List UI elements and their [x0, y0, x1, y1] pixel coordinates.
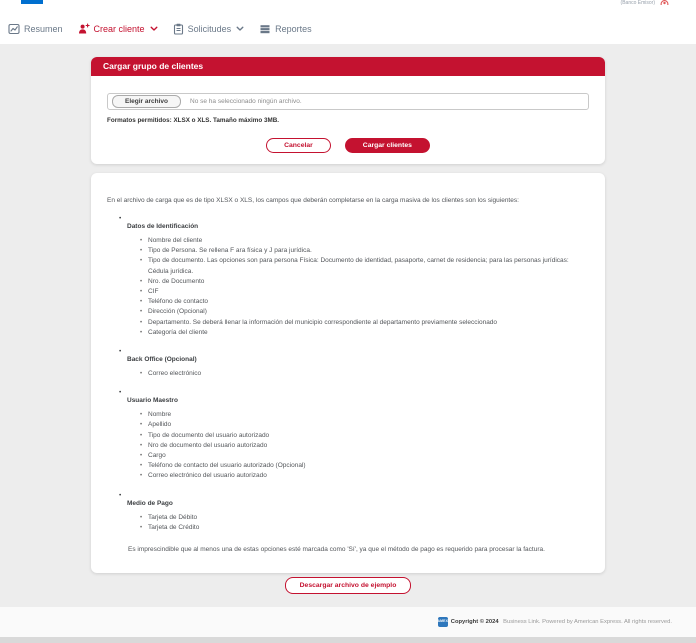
nav-item-solicitudes[interactable] [173, 23, 245, 35]
nav-label: Reportes [275, 24, 312, 34]
cancel-button[interactable]: Cancelar [266, 138, 331, 153]
line-chart-icon [8, 23, 20, 35]
field-list-item: • Teléfono de contacto del usuario autorizado (Opcional) [140, 461, 589, 471]
field-section [119, 215, 589, 338]
nav-label: Solicitudes [187, 24, 232, 34]
upload-clients-button[interactable]: Cargar clientes [345, 138, 430, 153]
nav-label: Crear cliente [93, 24, 145, 34]
section-title: Usuario Maestro [127, 397, 178, 405]
field-list-item: • Nro de documento del usuario autorizado [140, 441, 589, 451]
main-nav [0, 14, 696, 44]
section-title: Medio de Pago [127, 499, 173, 507]
clipboard-icon [173, 23, 184, 35]
user-plus-icon [78, 23, 90, 35]
field-list-item: • Nombre del cliente [140, 236, 589, 246]
chevron-down-icon [150, 26, 158, 32]
download-sample-button[interactable]: Descargar archivo de ejemplo [285, 577, 412, 594]
file-input[interactable] [107, 93, 589, 110]
field-list-item: • Tipo de documento. Las opciones son para persona Física: Documento de identidad, pasaporte, carnet de residencia; para las personas jurídicas: Cédula jurídica. [140, 256, 589, 276]
user-menu-icon[interactable] [660, 0, 669, 5]
copyright-detail: Business Link. Powered by American Express. All rights reserved. [501, 619, 672, 625]
field-list-item: • Dirección (Opcional) [140, 307, 589, 317]
section-title: Datos de Identificación [127, 223, 199, 230]
field-list-item: • Apellido [140, 420, 589, 430]
top-header [0, 0, 696, 14]
issuer-label: (Banco Emisor) [620, 0, 655, 6]
amex-logo[interactable] [21, 0, 43, 4]
amex-footer-logo: AMEX [438, 617, 448, 627]
payment-note: Es imprescindible que al menos una de estas opciones esté marcada como 'Sí', ya que el método de pago es requerido para procesar la factura. [128, 546, 545, 554]
field-list-item: • Tarjeta de Débito [140, 513, 589, 523]
field-list-item: • Tipo de Persona. Se rellena F ara física y J para jurídica. [140, 246, 589, 256]
field-list-item: • Tipo de documento del usuario autorizado [140, 431, 589, 441]
field-list-item: • Cargo [140, 451, 589, 461]
nav-label: Resumen [24, 24, 63, 34]
upload-card-title: Cargar grupo de clientes [91, 57, 605, 76]
upload-card [91, 57, 605, 164]
formats-hint: Formatos permitidos: XLSX o XLS. Tamaño máximo 3MB. [107, 117, 280, 124]
bottom-bar [0, 637, 696, 643]
nav-item-crear-cliente[interactable] [78, 23, 158, 35]
field-list-item: • Correo electrónico del usuario autorizado [140, 471, 589, 481]
field-section [119, 348, 589, 379]
section-title: Back Office (Opcional) [127, 356, 197, 364]
field-section [119, 389, 589, 481]
field-list-item: • CIF [140, 287, 589, 297]
field-sections-list [107, 215, 589, 533]
copyright-text: Copyright © 2024 [450, 619, 499, 625]
field-list-item: • Tarjeta de Crédito [140, 523, 589, 533]
table-icon [259, 23, 271, 35]
chevron-down-icon [236, 26, 244, 32]
field-list-item: • Nro. de Documento [140, 277, 589, 287]
field-list-item: • Categoría del cliente [140, 328, 589, 338]
instructions-intro: En el archivo de carga que es de tipo XLSX o XLS, los campos que deberán completarse en la carga masiva de los clientes son los siguientes: [107, 197, 519, 204]
field-list-item: • Departamento. Se deberá llenar la información del municipio correspondiente al departamento previamente seleccionado [140, 318, 589, 328]
instructions-card [91, 173, 605, 590]
nav-item-reportes[interactable] [259, 23, 312, 35]
nav-item-resumen[interactable] [8, 23, 63, 35]
field-list-item: • Correo electrónico [140, 369, 589, 379]
content-area [0, 44, 696, 607]
field-list-item: • Teléfono de contacto [140, 297, 589, 307]
choose-file-button[interactable]: Elegir archivo [112, 95, 181, 109]
field-section [119, 492, 589, 533]
field-list-item: • Nombre [140, 410, 589, 420]
file-status-text: No se ha seleccionado ningún archivo. [190, 98, 302, 105]
footer [0, 607, 696, 637]
